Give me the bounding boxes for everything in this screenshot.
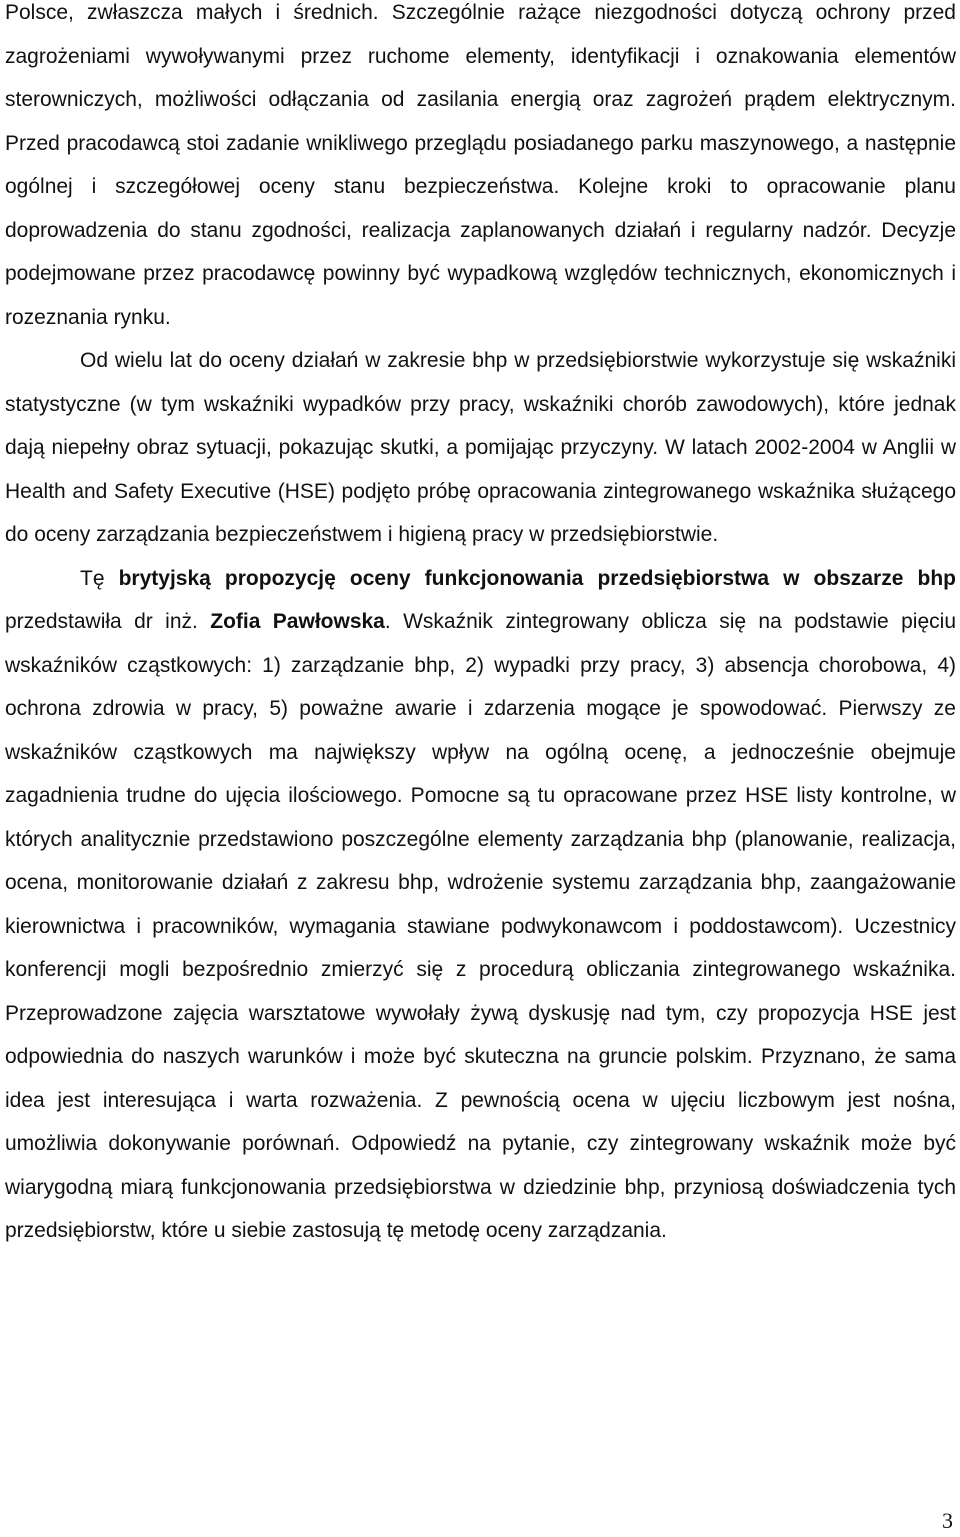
document-body [5, 0, 956, 1253]
paragraph-3-author-name: Zofia Pawłowska [210, 610, 385, 633]
paragraph-3-text-3: . Wskaźnik zintegrowany oblicza się na podstawie pięciu wskaźników cząstkowych: 1) zarządzanie bhp, 2) wypadki przy pracy, 3) absencja chorobowa, 4) ochrona zdrowia w pracy, 5) poważne awarie i zdarzenia mogące je spowodować. Pierwszy ze wskaźników cząstkowych ma największy wpływ na ogólną ocenę, a jednocześnie obejmuje zagadnienia trudne do ujęcia ilościowego. Pomocne są tu opracowane przez HSE listy kontrolne, w których analitycznie przedstawiono poszczególne elementy zarządzania bhp (planowanie, realizacja, ocena, monitorowanie działań z zakresu bhp, wdrożenie systemu zarządzania bhp, zaangażowanie kierownictwa i pracowników, wymagania stawiane podwykonawcom i poddostawcom). Uczestnicy konferencji mogli bezpośrednio zmierzyć się z procedurą obliczania zintegrowanego wskaźnika. Przeprowadzone zajęcia warsztatowe wywołały żywą dyskusję nad tym, czy propozycja HSE jest odpowiednia do naszych warunków i może być skuteczna na gruncie polskim. Przyznano, że sama idea jest interesująca i warta rozważenia. Z pewnością ocena w ujęciu liczbowym jest nośna, umożliwia dokonywanie porównań. Odpowiedź na pytanie, czy zintegrowany wskaźnik może być wiarygodną miarą funkcjonowania przedsiębiorstwa w dziedzinie bhp, przyniosą doświadczenia tych przedsiębiorstw, które u siebie zastosują tę metodę oceny zarządzania. [5, 610, 956, 1242]
paragraph-3-text-1: Tę [80, 566, 119, 590]
paragraph-3-text-2: przedstawiła dr inż. [5, 610, 211, 633]
paragraph-1: Polsce, zwłaszcza małych i średnich. Szczególnie rażące niezgodności dotyczą ochrony przed zagrożeniami wywoływanymi przez ruchome elementy, identyfikacji i oznakowania elementów sterowniczych, możliwości odłączania od zasilania energią oraz zagrożeń prądem elektrycznym. Przed pracodawcą stoi zadanie wnikliwego przeglądu posiadanego parku maszynowego, a następnie ogólnej i szczegółowej oceny stanu bezpieczeństwa. Kolejne kroki to opracowanie planu doprowadzenia do stanu zgodności, realizacja zaplanowanych działań i regularny nadzór. Decyzje podejmowane przez pracodawcę powinny być wypadkową względów technicznych, ekonomicznych i rozeznania rynku. [5, 1, 956, 329]
page-number: 3 [942, 1508, 953, 1533]
paragraph-3-bold-topic: brytyjską propozycję oceny funkcjonowania przedsiębiorstwa w obszarze bhp [118, 566, 956, 590]
paragraph-2: Od wielu lat do oceny działań w zakresie bhp w przedsiębiorstwie wykorzystuje się wskaźniki statystyczne (w tym wskaźniki wypadków przy pracy, wskaźniki chorób zawodowych), które jednak dają niepełny obraz sytuacji, pokazując skutki, a pomijając przyczyny. W latach 2002-2004 w Anglii w Health and Safety Executive (HSE) podjęto próbę opracowania zintegrowanego wskaźnika służącego do oceny zarządzania bezpieczeństwem i higieną pracy w przedsiębiorstwie. [5, 349, 956, 546]
paragraph-3 [5, 557, 956, 1253]
